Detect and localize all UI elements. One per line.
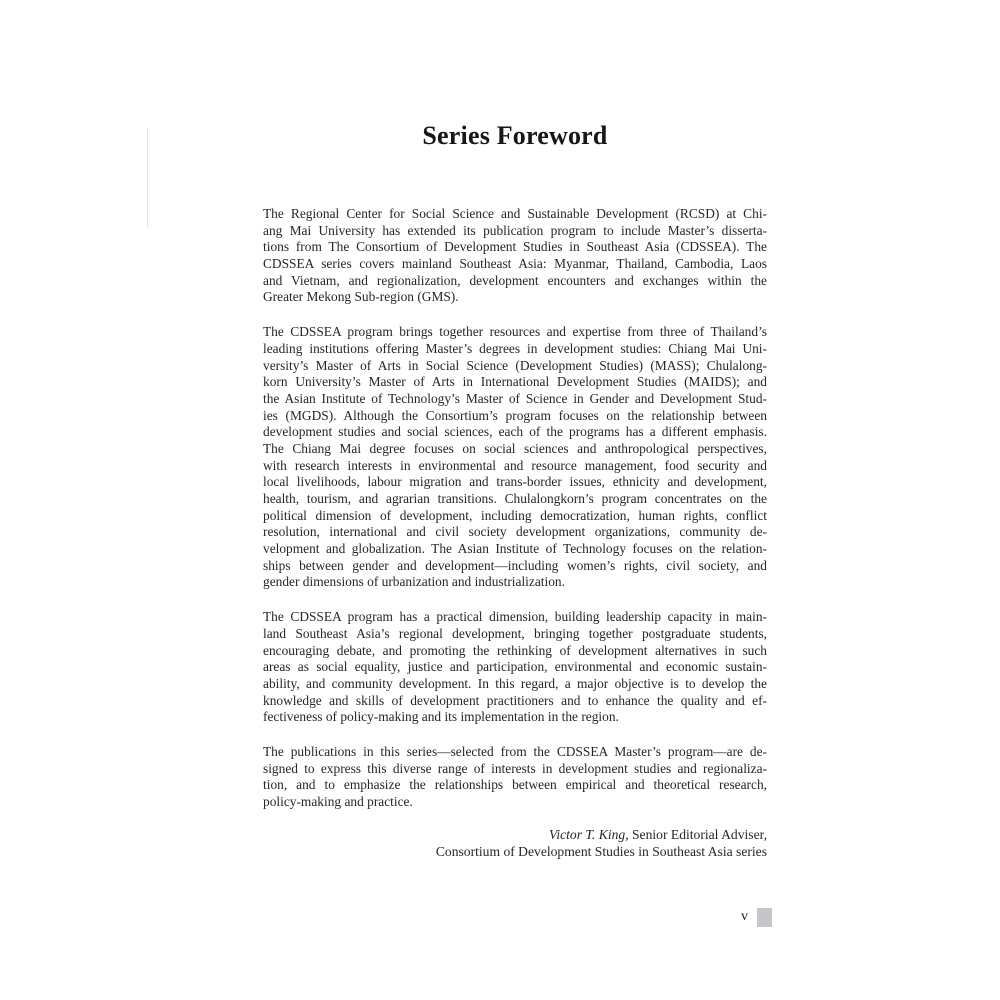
paragraph (263, 609, 767, 726)
text-line: the Asian Institute of Technology’s Master of Science in Gender and Development Stud- (263, 390, 767, 406)
signature-author-title: , Senior Editorial Adviser, (625, 827, 767, 842)
signature-line-2: Consortium of Development Studies in Southeast Asia series (435, 844, 767, 859)
text-line: versity’s Master of Arts in Social Science (Development Studies) (MASS); Chulalong- (263, 357, 767, 373)
signature-line-1 (263, 826, 767, 843)
body-text (263, 206, 767, 811)
text-line: encouraging debate, and promoting the rethinking of development alternatives in such (263, 642, 767, 658)
text-line: CDSSEA series covers mainland Southeast Asia: Myanmar, Thailand, Cambodia, Laos (263, 256, 767, 272)
text-line: korn University’s Master of Arts in International Development Studies (MAIDS); and (263, 374, 767, 390)
text-line: health, tourism, and agrarian transitions. Chulalongkorn’s program concentrates on the (263, 491, 767, 506)
text-line: The publications in this series—selected from the CDSSEA Master’s program—are de- (263, 743, 767, 759)
page-title: Series Foreword (422, 121, 608, 150)
text-line: with research interests in environmental and resource management, food security and (263, 457, 767, 473)
text-line: areas as social equality, justice and participation, environmental and economic sustain- (263, 659, 767, 675)
paragraph (263, 324, 767, 591)
text-line: Greater Mekong Sub-region (GMS). (263, 289, 459, 305)
paragraph (263, 206, 767, 306)
text-line: and Vietnam, and regionalization, development encounters and exchanges within the (263, 272, 767, 288)
text-line: development studies and social sciences, each of the programs has a different emphasis. (263, 424, 767, 440)
text-line: leading institutions offering Master’s degrees in development studies: Chiang Mai Uni- (263, 340, 767, 356)
text-line: land Southeast Asia’s regional development, bringing together postgraduate students, (263, 625, 767, 641)
page-number: v (741, 909, 748, 924)
text-line: resolution, international and civil society development organizations, community de- (263, 524, 767, 540)
text-line: local livelihoods, labour migration and trans-border issues, ethnicity and development, (263, 474, 767, 490)
text-line: The Regional Center for Social Science and Sustainable Development (RCSD) at Chi- (263, 206, 767, 221)
text-line: knowledge and skills of development practitioners and to enhance the quality and ef- (263, 692, 767, 708)
text-line: The Chiang Mai degree focuses on social sciences and anthropological perspectives, (263, 440, 767, 456)
text-line: signed to express this diverse range of interests in development studies and regionaliza- (263, 760, 767, 776)
text-line: The CDSSEA program brings together resources and expertise from three of Thailand’s (263, 324, 767, 340)
text-line: The CDSSEA program has a practical dimension, building leadership capacity in main- (263, 609, 767, 625)
scan-margin-line (147, 128, 148, 228)
text-line: ies (MGDS). Although the Consortium’s program focuses on the relationship between (263, 407, 767, 423)
text-line: ships between gender and development—including women’s rights, civil society, and (263, 557, 767, 573)
text-line: tions from The Consortium of Development Studies in Southeast Asia (CDSSEA). The (263, 239, 767, 255)
text-line: ang Mai University has extended its publication program to include Master’s disserta- (263, 222, 767, 238)
footer-square-ornament (757, 908, 772, 927)
text-line: ability, and community development. In this regard, a major objective is to develop the (263, 675, 767, 691)
text-line: policy-making and practice. (263, 794, 413, 809)
text-line: political dimension of development, including democratization, human rights, conflict (263, 507, 767, 523)
text-line: velopment and globalization. The Asian Institute of Technology focuses on the relation- (263, 541, 767, 557)
text-line: tion, and to emphasize the relationships between empirical and theoretical research, (263, 777, 767, 793)
paragraph (263, 744, 767, 811)
signature-author-name: Victor T. King (549, 827, 626, 842)
page-footer (263, 907, 772, 927)
text-line: gender dimensions of urbanization and industrialization. (263, 574, 565, 590)
text-line: fectiveness of policy-making and its implementation in the region. (263, 709, 619, 725)
signature-block (263, 826, 767, 860)
